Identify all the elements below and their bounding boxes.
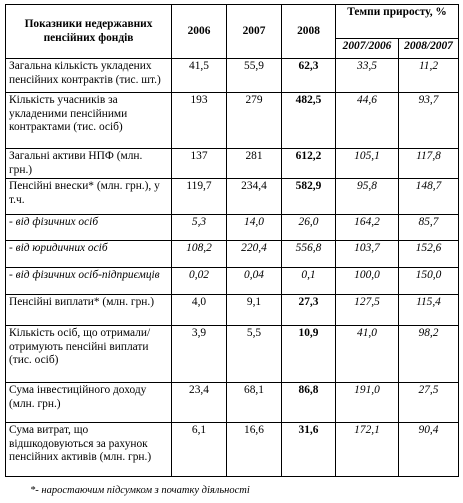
value-2007: 68,1 <box>227 383 282 423</box>
value-2006: 6,1 <box>172 423 227 477</box>
growth-2007-2006: 41,0 <box>336 326 399 383</box>
value-2006: 137 <box>172 149 227 179</box>
value-2006: 193 <box>172 93 227 149</box>
value-2008: 31,6 <box>282 423 336 477</box>
value-2008: 556,8 <box>282 241 336 268</box>
table-row <box>6 179 459 215</box>
row-label: Пенсійні виплати* (млн. грн.) <box>6 295 172 326</box>
row-label: Пенсійні внески* (млн. грн.), у т.ч. <box>6 179 172 215</box>
row-label: Сума витрат, що відшкодовуються за рахунок пенсійних активів (млн. грн.) <box>6 423 172 477</box>
row-label: Загальна кількість укладених пенсійних контрактів (тис. шт.) <box>6 59 172 93</box>
row-label: - від фізичних осіб-підприємців <box>6 268 172 295</box>
growth-2007-2006: 164,2 <box>336 215 399 241</box>
table-row <box>6 268 459 295</box>
value-2008: 612,2 <box>282 149 336 179</box>
footnote: *- наростаючим підсумком з початку діяльності <box>30 485 250 496</box>
value-2007: 14,0 <box>227 215 282 241</box>
value-2006: 108,2 <box>172 241 227 268</box>
value-2008: 86,8 <box>282 383 336 423</box>
value-2008: 482,5 <box>282 93 336 149</box>
table-row <box>6 149 459 179</box>
value-2006: 23,4 <box>172 383 227 423</box>
row-label: Кількість осіб, що отримали/ отримують пенсійні виплати (тис. осіб) <box>6 326 172 383</box>
growth-2008-2007: 98,2 <box>399 326 459 383</box>
row-label: Сума інвестиційного доходу (млн. грн.) <box>6 383 172 423</box>
value-2006: 0,02 <box>172 268 227 295</box>
value-2008: 0,1 <box>282 268 336 295</box>
growth-2008-2007: 11,2 <box>399 59 459 93</box>
growth-2007-2006: 103,7 <box>336 241 399 268</box>
row-label: Кількість учасників за укладеними пенсійними контрактами (тис. осіб) <box>6 93 172 149</box>
value-2008: 26,0 <box>282 215 336 241</box>
row-label: - від фізичних осіб <box>6 215 172 241</box>
table-row <box>6 215 459 241</box>
value-2008: 62,3 <box>282 59 336 93</box>
header-row <box>6 5 459 39</box>
growth-2008-2007: 148,7 <box>399 179 459 215</box>
value-2007: 9,1 <box>227 295 282 326</box>
growth-2008-2007: 117,8 <box>399 149 459 179</box>
growth-2007-2006: 127,5 <box>336 295 399 326</box>
year-2008-header: 2008 <box>282 5 336 59</box>
row-label: - від юридичних осіб <box>6 241 172 268</box>
growth-2007-2006: 105,1 <box>336 149 399 179</box>
value-2007: 55,9 <box>227 59 282 93</box>
year-2007-header: 2007 <box>227 5 282 59</box>
value-2006: 3,9 <box>172 326 227 383</box>
table-row <box>6 93 459 149</box>
growth-2008-2007: 115,4 <box>399 295 459 326</box>
growth-2007-2006: 33,5 <box>336 59 399 93</box>
growth-2007-2006-header: 2007/2006 <box>336 39 399 59</box>
npf-indicators-table <box>5 4 459 477</box>
growth-2008-2007: 93,7 <box>399 93 459 149</box>
indicator-header: Показники недержавних пенсійних фондів <box>6 5 172 59</box>
value-2006: 4,0 <box>172 295 227 326</box>
growth-2008-2007-header: 2008/2007 <box>399 39 459 59</box>
table-row <box>6 326 459 383</box>
value-2007: 0,04 <box>227 268 282 295</box>
year-2006-header: 2006 <box>172 5 227 59</box>
value-2008: 27,3 <box>282 295 336 326</box>
value-2008: 10,9 <box>282 326 336 383</box>
growth-2007-2006: 100,0 <box>336 268 399 295</box>
value-2007: 281 <box>227 149 282 179</box>
table-row <box>6 59 459 93</box>
growth-2007-2006: 95,8 <box>336 179 399 215</box>
row-label: Загальні активи НПФ (млн. грн.) <box>6 149 172 179</box>
growth-2007-2006: 172,1 <box>336 423 399 477</box>
value-2006: 119,7 <box>172 179 227 215</box>
value-2007: 5,5 <box>227 326 282 383</box>
table-row <box>6 295 459 326</box>
value-2007: 16,6 <box>227 423 282 477</box>
growth-2008-2007: 150,0 <box>399 268 459 295</box>
table-row <box>6 423 459 477</box>
growth-rate-header: Темпи приросту, % <box>336 5 459 39</box>
table-row <box>6 383 459 423</box>
value-2008: 582,9 <box>282 179 336 215</box>
growth-2008-2007: 152,6 <box>399 241 459 268</box>
growth-2008-2007: 27,5 <box>399 383 459 423</box>
growth-2007-2006: 44,6 <box>336 93 399 149</box>
growth-2007-2006: 191,0 <box>336 383 399 423</box>
value-2007: 220,4 <box>227 241 282 268</box>
value-2006: 5,3 <box>172 215 227 241</box>
value-2006: 41,5 <box>172 59 227 93</box>
value-2007: 234,4 <box>227 179 282 215</box>
growth-2008-2007: 90,4 <box>399 423 459 477</box>
table-row <box>6 241 459 268</box>
value-2007: 279 <box>227 93 282 149</box>
growth-2008-2007: 85,7 <box>399 215 459 241</box>
